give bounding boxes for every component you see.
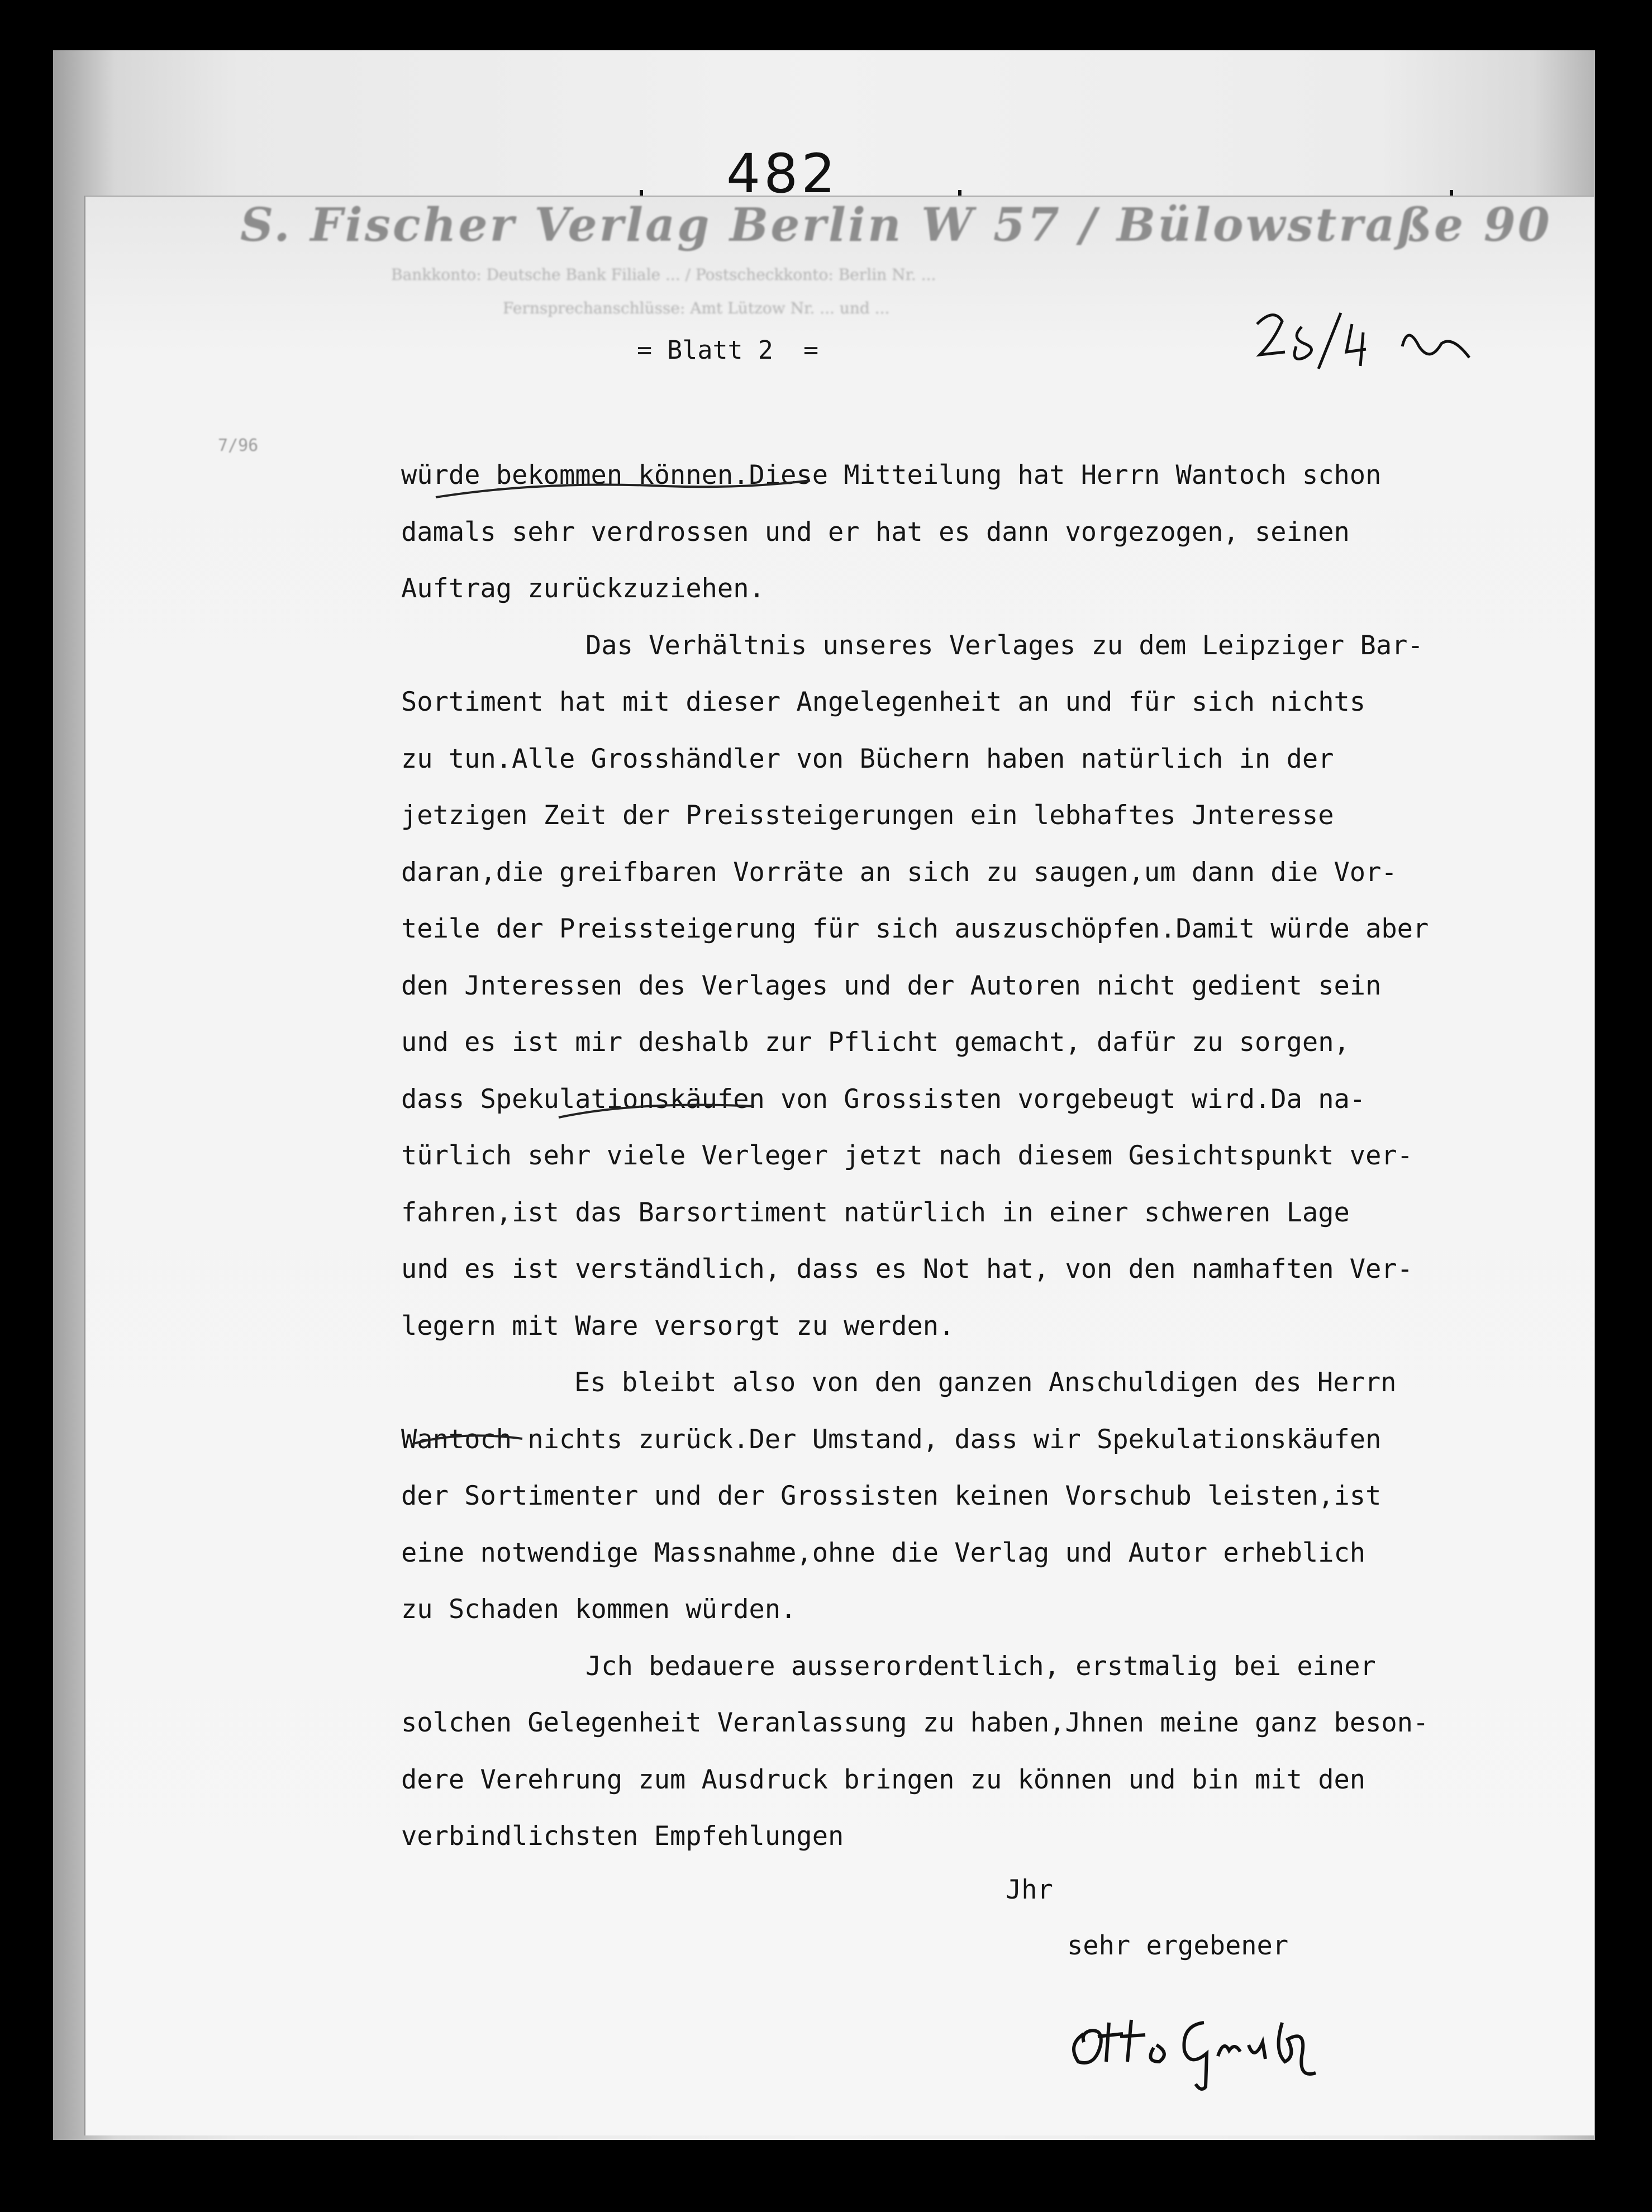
body-line: legern mit Ware versorgt zu werden.: [401, 1310, 955, 1342]
body-line: damals sehr verdrossen und er hat es dann vorgezogen, seinen: [401, 516, 1350, 548]
body-line: jetzigen Zeit der Preissteigerungen ein lebhaftes Jnteresse: [401, 800, 1334, 831]
letterhead-sub-line: Fernsprechanschlüsse: Amt Lützow Nr. ... und ...: [503, 299, 890, 317]
body-line: der Sortimenter und der Grossisten keinen Vorschub leisten,ist: [401, 1481, 1382, 1511]
body-line: verbindlichsten Empfehlungen: [401, 1821, 844, 1852]
letter-body: [401, 447, 1574, 1865]
body-line: dass Spekulationskäufen von Grossisten vorgebeugt wird.Da na-: [401, 1083, 1366, 1115]
closing-salutation: Jhr: [1006, 1875, 1053, 1905]
letterhead-title: S. Fischer Verlag Berlin W 57 / Bülowstraße 90: [240, 198, 1552, 252]
body-line: würde bekommen können.Diese Mitteilung hat Herrn Wantoch schon: [401, 460, 1382, 491]
body-line: zu Schaden kommen würden.: [401, 1594, 797, 1625]
body-line: teile der Preissteigerung für sich auszuschöpfen.Damit würde aber: [401, 914, 1429, 944]
body-line: eine notwendige Massnahme,ohne die Verlag und Autor erheblich: [401, 1537, 1366, 1568]
body-line: Es bleibt also von den ganzen Anschuldigen des Herrn: [574, 1367, 1397, 1398]
body-line: solchen Gelegenheit Veranlassung zu haben,Jhnen meine ganz beson-: [401, 1707, 1429, 1738]
body-line: dere Verehrung zum Ausdruck bringen zu können und bin mit den: [401, 1764, 1366, 1795]
body-line: Wantoch nichts zurück.Der Umstand, dass wir Spekulationskäufen: [401, 1424, 1382, 1455]
body-line: türlich sehr viele Verleger jetzt nach diesem Gesichtspunkt ver-: [401, 1140, 1413, 1171]
sheet-label: = Blatt 2 =: [637, 335, 819, 365]
body-line: und es ist verständlich, dass es Not hat, von den namhaften Ver-: [401, 1254, 1413, 1285]
closing-valediction: sehr ergebener: [1067, 1930, 1289, 1961]
body-line: Sortiment hat mit dieser Angelegenheit an und für sich nichts: [401, 687, 1366, 717]
margin-mark: 7/96: [218, 436, 259, 455]
body-line: Auftrag zurückzuziehen.: [401, 573, 765, 604]
body-line: zu tun.Alle Grosshändler von Büchern haben natürlich in der: [401, 743, 1334, 774]
body-line: daran,die greifbaren Vorräte an sich zu saugen,um dann die Vor-: [401, 857, 1397, 888]
body-line: Jch bedauere ausserordentlich, erstmalig bei einer: [585, 1650, 1376, 1682]
handwritten-date-note: [1251, 302, 1475, 386]
body-line: und es ist mir deshalb zur Pflicht gemacht, dafür zu sorgen,: [401, 1027, 1350, 1058]
handwritten-signature: [1061, 1989, 1330, 2095]
letterhead-sub-line: Bankkonto: Deutsche Bank Filiale ... / Postscheckkonto: Berlin Nr. ...: [391, 265, 936, 284]
body-line: den Jnteressen des Verlages und der Autoren nicht gedient sein: [401, 970, 1382, 1001]
body-line: fahren,ist das Barsortiment natürlich in einer schweren Lage: [401, 1197, 1350, 1228]
body-line: Das Verhältnis unseres Verlages zu dem Leipziger Bar-: [585, 630, 1424, 661]
page-number: 482: [726, 142, 839, 205]
